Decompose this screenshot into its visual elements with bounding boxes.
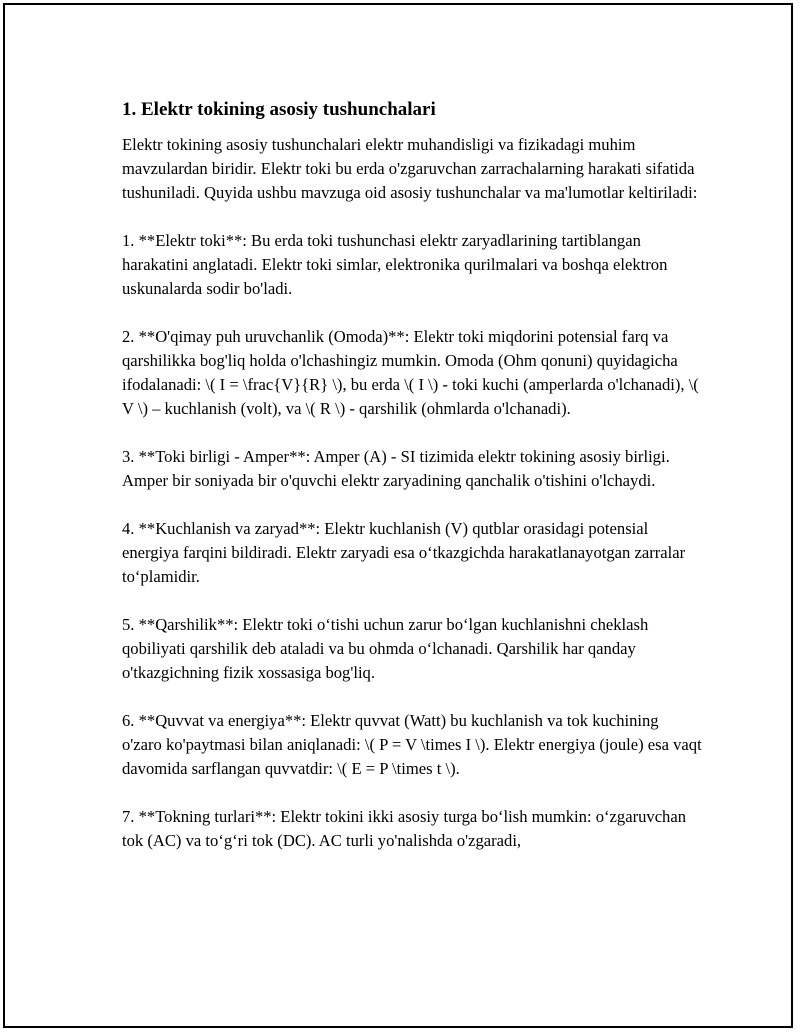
item-voltage-charge: 4. **Kuchlanish va zaryad**: Elektr kuchlanish (V) qutblar orasidagi potensial energiya farqini bildiradi. Elektr zaryadi esa o‘tkazgichda harakatlanayotgan zarralar to‘plamidir.: [122, 519, 686, 586]
section-heading: 1. Elektr tokining asosiy tushunchalari: [122, 99, 436, 120]
item-resistance: 5. **Qarshilik**: Elektr toki o‘tishi uchun zarur bo‘lgan kuchlanishni cheklash qobiliyati qarshilik deb ataladi va bu ohmda o‘lchanadi. Qarshilik har qanday o'tkazgichning fizik xossasiga bog'liq.: [122, 615, 649, 682]
item-current-types: 7. **Tokning turlari**: Elektr tokini ikki asosiy turga bo‘lish mumkin: o‘zgaruvchan tok (AC) va to‘g‘ri tok (DC). AC turli yo'nalishda o'zgaradi,: [122, 807, 687, 850]
document-body: [122, 98, 702, 877]
intro-paragraph: Elektr tokining asosiy tushunchalari elektr muhandisligi va fizikadagi muhim mavzulardan biridir. Elektr toki bu erda o'zgaruvchan zarrachalarning harakati sifatida tushuniladi. Quyida ushbu mavzuga oid asosiy tushunchalar va ma'lumotlar keltiriladi:: [122, 135, 698, 202]
page-frame: [3, 3, 793, 1028]
item-power-energy: 6. **Quvvat va energiya**: Elektr quvvat (Watt) bu kuchlanish va tok kuchining o'zaro ko'paytmasi bilan aniqlanadi: \( P = V \times I \). Elektr energiya (joule) esa vaqt davomida sarflangan quvvatdir: \( E = P \times t \).: [122, 711, 702, 778]
item-ohm-law: 2. **O'qimay puh uruvchanlik (Omoda)**: Elektr toki miqdorini potensial farq va qarshilikka bog'liq holda o'lchashingiz mumkin. Omoda (Ohm qonuni) quyidagicha ifodalanadi: \( I = \frac{V}{R} \), bu erda \( I \) - toki kuchi (amperlarda o'lchanadi), \( V \) – kuchlanish (volt), va \( R \) - qarshilik (ohmlarda o'lchanadi).: [122, 327, 699, 418]
item-electric-current: 1. **Elektr toki**: Bu erda toki tushunchasi elektr zaryadlarining tartiblangan harakatini anglatadi. Elektr toki simlar, elektronika qurilmalari va boshqa elektron uskunalarda sodir bo'ladi.: [122, 231, 668, 298]
item-ampere: 3. **Toki birligi - Amper**: Amper (A) - SI tizimida elektr tokining asosiy birligi. Amper bir soniyada bir o'quvchi elektr zaryadining qanchalik o'tishini o'lchaydi.: [122, 447, 670, 490]
